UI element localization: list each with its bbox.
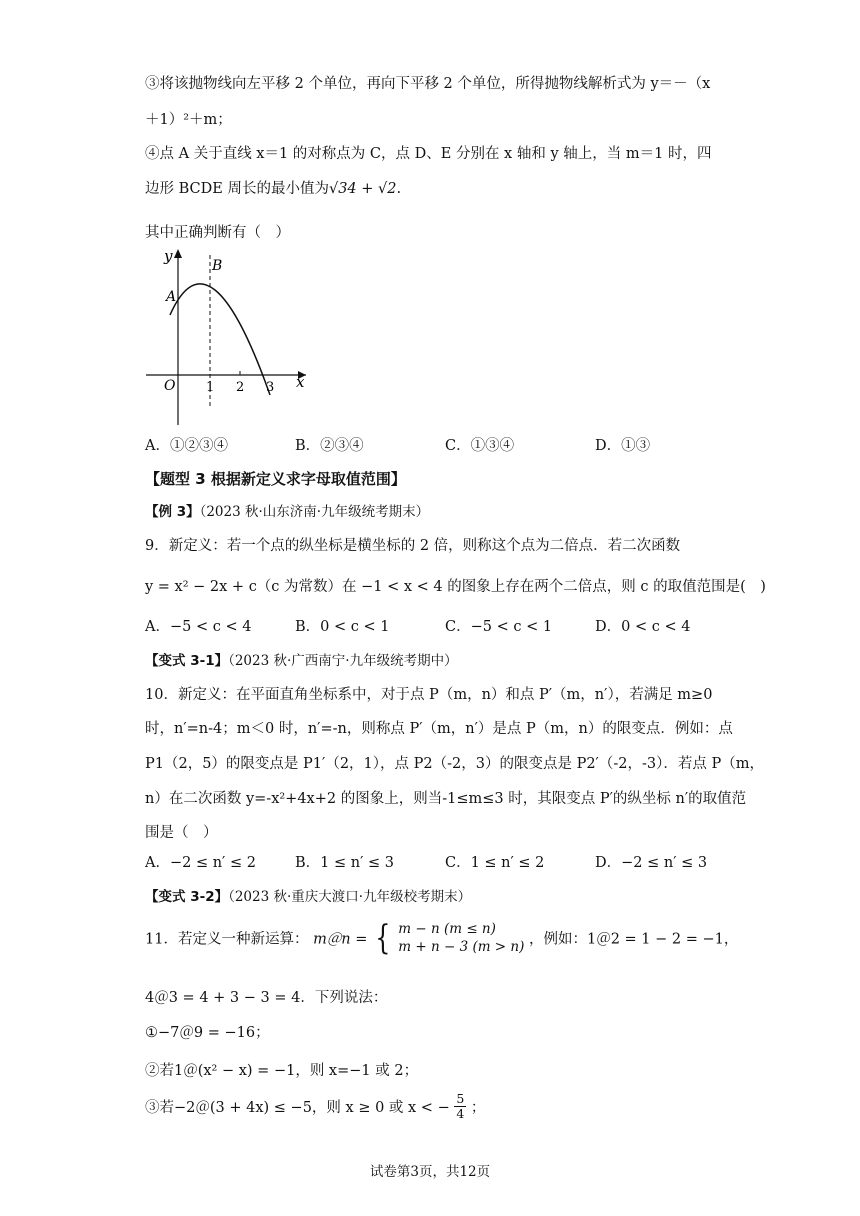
q11-line2: 4＠3 = 4 + 3 − 3 = 4．下列说法： <box>145 990 388 1006</box>
q8-option-b[interactable]: B．②③④ <box>295 438 364 454</box>
q10-option-b[interactable]: B．1 ≤ n′ ≤ 3 <box>295 855 394 871</box>
q9-option-a[interactable]: A．−5 < c < 4 <box>145 619 252 635</box>
fraction-five-fourths <box>454 1092 466 1121</box>
q11-intro: 11．若定义一种新运算： <box>145 931 309 948</box>
y-label: y <box>164 247 173 265</box>
q9-option-d[interactable]: D．0 < c < 4 <box>595 619 691 635</box>
tick-label-1: 1 <box>206 380 215 395</box>
q9-line2: y = x² − 2x + c（c 为常数）在 −1 < x < 4 的图象上存在两个二倍点，则 c 的取值范围是( ) <box>145 579 766 595</box>
piecewise-case-2: m + n − 3 (m > n) <box>398 939 525 955</box>
piecewise-case-1: m − n (m ≤ n) <box>398 920 496 937</box>
y-axis-arrow <box>174 249 182 258</box>
fraction-denominator: 4 <box>456 1105 465 1121</box>
variant-3-1-tag: 【变式 3-1】 <box>145 653 229 669</box>
variant-3-1-header <box>145 649 458 669</box>
parabola-curve <box>170 284 270 395</box>
tick-label-3: 3 <box>266 380 275 395</box>
parabola-graph <box>140 245 320 435</box>
point-a-label: A <box>166 289 177 305</box>
example-3-source: （2023 秋·山东济南·九年级统考期末） <box>199 504 430 520</box>
q8-item4-text: 边形 BCDE 周长的最小值为 <box>145 181 329 197</box>
q11-item3-end: ； <box>470 1099 486 1116</box>
q8-item4-line1: ④点 A 关于直线 x＝1 的对称点为 C，点 D、E 分别在 x 轴和 y 轴上，当 m＝1 时，四 <box>145 146 712 162</box>
variant-3-2-source: （2023 秋·重庆大渡口·九年级校考期末） <box>228 889 472 905</box>
q11-item3 <box>145 1092 485 1121</box>
q11-item1: ①−7＠9 = −16； <box>145 1025 270 1041</box>
q8-item4-line2 <box>145 177 401 198</box>
q11-example: ，例如：1＠2 = 1 − 2 = −1， <box>528 931 739 948</box>
q8-item4-end: . <box>396 181 402 197</box>
q9-line1: 9．新定义：若一个点的纵坐标是横坐标的 2 倍，则称这个点为二倍点．若二次函数 <box>145 538 681 554</box>
q8-item3-line1: ③将该抛物线向左平移 2 个单位，再向下平移 2 个单位，所得抛物线解析式为 y＝－（x <box>145 76 711 92</box>
q10-line4: n）在二次函数 y=-x²+4x+2 的图象上，则当-1≤m≤3 时，其限变点 P′的纵坐标 n′的取值范 <box>145 791 747 807</box>
q11-item3-text: ③若−2＠(3 + 4x) ≤ −5，则 x ≥ 0 或 x < − <box>145 1099 450 1116</box>
q10-option-d[interactable]: D．−2 ≤ n′ ≤ 3 <box>595 855 708 871</box>
q10-option-c[interactable]: C．1 ≤ n′ ≤ 2 <box>445 855 545 871</box>
q10-line3: P1（2，5）的限变点是 P1′（2，1），点 P2（-2，3）的限变点是 P2′（-2，-3）．若点 P（m， <box>145 756 764 772</box>
example-3-header <box>145 500 429 520</box>
q9-option-b[interactable]: B．0 < c < 1 <box>295 619 390 635</box>
origin-label: O <box>164 378 176 394</box>
q8-prompt: 其中正确判断有（ ） <box>145 225 290 241</box>
x-label: x <box>296 373 305 391</box>
q11-line1 <box>145 918 738 958</box>
variant-3-1-source: （2023 秋·广西南宁·九年级统考期中） <box>228 653 458 669</box>
q9-option-c[interactable]: C．−5 < c < 1 <box>445 619 553 635</box>
variant-3-2-tag: 【变式 3-2】 <box>145 889 229 905</box>
variant-3-2-header <box>145 885 471 905</box>
piecewise-cases <box>398 920 524 956</box>
piecewise-brace: { <box>375 918 391 958</box>
example-3-tag: 【例 3】 <box>145 504 200 520</box>
q10-line1: 10．新定义：在平面直角坐标系中，对于点 P（m，n）和点 P′（m，n′），若满足 m≥0 <box>145 687 713 703</box>
q8-option-a[interactable]: A．①②③④ <box>145 438 228 454</box>
point-b-label: B <box>212 258 223 274</box>
q8-option-d[interactable]: D．①③ <box>595 438 651 454</box>
q10-option-a[interactable]: A．−2 ≤ n′ ≤ 2 <box>145 855 256 871</box>
q11-item2: ②若1＠(x² − x) = −1，则 x=−1 或 2； <box>145 1063 419 1079</box>
q8-option-c[interactable]: C．①③④ <box>445 438 515 454</box>
fraction-numerator: 5 <box>456 1091 465 1106</box>
tick-label-2: 2 <box>236 380 245 395</box>
q8-item4-value: √34 + √2 <box>328 181 397 197</box>
section-3-title: 【题型 3 根据新定义求字母取值范围】 <box>145 470 406 488</box>
q11-lhs: m＠n = <box>313 931 368 948</box>
q10-line2: 时，n′=n-4；m＜0 时，n′=-n，则称点 P′（m，n′）是点 P（m，n）的限变点．例如：点 <box>145 721 733 737</box>
q8-item3-line2: ＋1）²＋m； <box>145 112 232 128</box>
q10-line5: 围是（ ） <box>145 825 218 841</box>
page-footer: 试卷第3页，共12页 <box>369 1164 491 1180</box>
